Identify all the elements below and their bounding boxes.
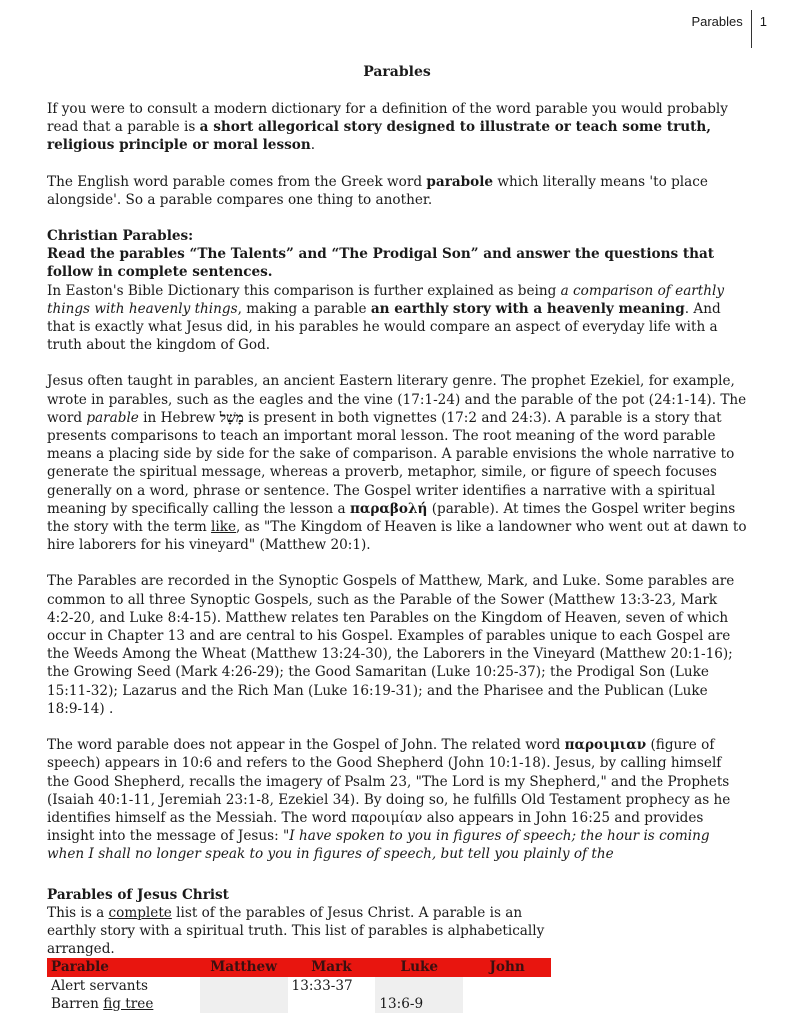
col-parable: Parable [47, 958, 200, 976]
col-luke: Luke [375, 958, 463, 976]
origin-paragraph: The English word parable comes from the Greek word parabole which literally means 'to place alongside'. So a parable compares one thing to another. [47, 173, 708, 208]
ezekiel-paragraph: Jesus often taught in parables, an ancient Eastern literary genre. The prophet Ezekiel, for example, wrote in parables, such as the eagles and the vine (17:1-24) and the parable of the pot (24:1-14). The word parable in Hebrew מָשָׁל is present in both vignettes (17:2 and 24:3). A parable is a story that presents comparisons to teach an important moral lesson. The root meaning of the word parable means a placing side by side for the sake of comparison. A parable envisions the whole narrative to generate the spiritual message, whereas a proverb, metaphor, simile, or figure of speech focuses generally on a word, phrase or sentence. The Gospel writer identifies a narrative with a spiritual meaning by specifically calling the lesson a παραβολή (parable). At times the Gospel writer begins the story with the term like, as "The Kingdom of Heaven is like a landowner who went out at dawn to hire laborers for his vineyard" (Matthew 20:1). [47, 373, 747, 554]
document-title: Parables [363, 64, 431, 80]
document-body [47, 62, 747, 1013]
greek-word-parabole: παραβολή [349, 500, 428, 517]
table-row: Alert servants 13:33-37 [47, 977, 551, 995]
col-john: John [463, 958, 551, 976]
list-heading: Parables of Jesus Christ [47, 886, 229, 903]
christian-heading: Christian Parables: [47, 228, 194, 245]
john-quote: "I have spoken to you in figures of speech; the hour is coming when I shall no longer speak to you in figures of speech, but tell you plainly of the [47, 828, 710, 863]
list-intro: This is a complete list of the parables of Jesus Christ. A parable is an earthly story with a spiritual truth. This list of parables is alphabetically arranged. [47, 904, 545, 958]
header-title: Parables [691, 14, 743, 29]
john-paragraph: The word parable does not appear in the Gospel of John. The related word παροιμιαν (figure of speech) appears in 10:6 and refers to the Good Shepherd (John 10:1-18). Jesus, by calling himself the Good Shepherd, recalls the imagery of Psalm 23, "The Lord is my Shepherd," and the Prophets (Isaiah 40:1-11, Jeremiah 23:1-8, Ezekiel 34). By doing so, he fulfills Old Testament prophecy as he identifies himself as the Messiah. The word παροιμίαν also appears in John 16:25 and provides insight into the message of Jesus: "I have spoken to you in figures of speech; the hour is coming when I shall no longer speak to you in figures of speech, but tell you plainly of the [47, 737, 731, 863]
hebrew-word: מָשָׁל [219, 409, 244, 426]
col-mark: Mark [288, 958, 376, 976]
intro-paragraph: If you were to consult a modern dictionary for a definition of the word parable you would probably read that a parable is a short allegorical story designed to illustrate or teach some truth, religious principle or moral lesson. [47, 101, 728, 154]
page-number: 1 [751, 10, 767, 48]
page-header [691, 10, 767, 48]
col-matthew: Matthew [200, 958, 288, 976]
table-row: Barren fig tree 13:6-9 [47, 995, 551, 1013]
parables-table [47, 958, 551, 1013]
instruction: Read the parables “The Talents” and “The Prodigal Son” and answer the questions that follow in complete sentences. [47, 246, 715, 281]
synoptic-paragraph: The Parables are recorded in the Synoptic Gospels of Matthew, Mark, and Luke. Some parables are common to all three Synoptic Gospels, such as the Parable of the Sower (Matthew 13:3-23, Mark 4:2-20, and Luke 8:4-15). Matthew relates ten Parables on the Kingdom of Heaven, seven of which occur in Chapter 13 and are central to his Gospel. Examples of parables unique to each Gospel are the Weeds Among the Wheat (Matthew 13:24-30), the Laborers in the Vineyard (Matthew 20:1-16); the Growing Seed (Mark 4:26-29); the Good Samaritan (Luke 10:25-37); the Prodigal Son (Luke 15:11-32); Lazarus and the Rich Man (Luke 16:19-31); and the Pharisee and the Publican (Luke 18:9-14) . [47, 573, 735, 717]
easton-paragraph: In Easton's Bible Dictionary this comparison is further explained as being a comparison of earthly things with heavenly things, making a parable an earthly story with a heavenly meaning. And that is exactly what Jesus did, in his parables he would compare an aspect of everyday life with a truth about the kingdom of God. [47, 282, 725, 354]
table-header-row [47, 958, 551, 976]
greek-word-paroimian: παροιμιαν [564, 737, 647, 754]
